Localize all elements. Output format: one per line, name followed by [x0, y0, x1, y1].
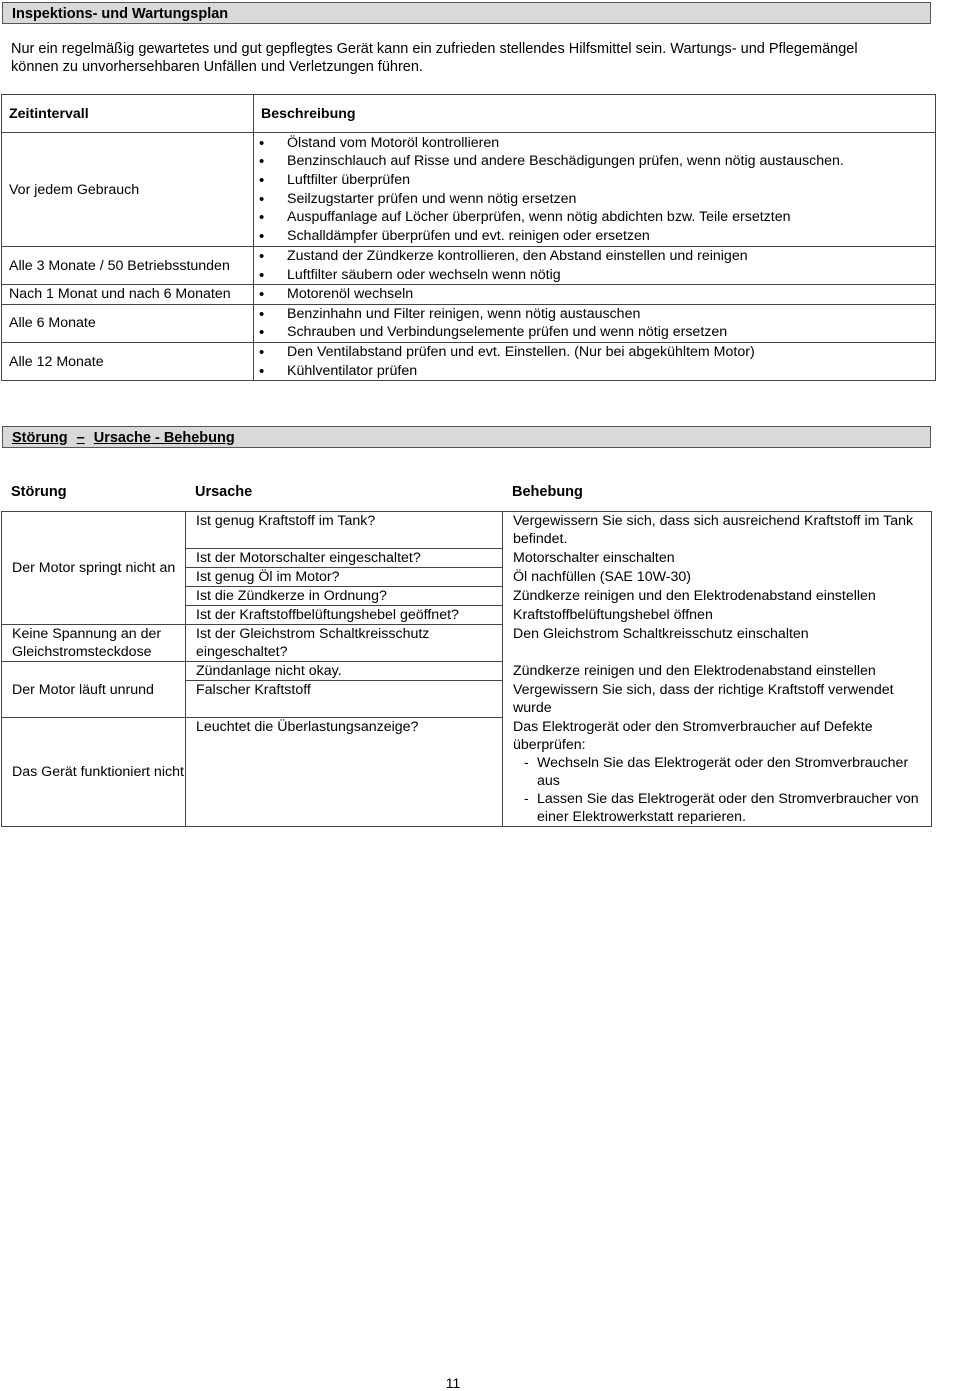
description-cell [254, 342, 936, 380]
task-item: • Auspuffanlage auf Löcher überprüfen, wenn nötig abdichten bzw. Teile ersetzten [254, 208, 935, 227]
interval-cell: Vor jedem Gebrauch [2, 133, 254, 247]
header-interval: Zeitintervall [2, 95, 254, 133]
fault-cell: Der Motor springt nicht an [2, 512, 186, 625]
remedy-cell: Zündkerze reinigen und den Elektrodenabstand einstellen [503, 587, 932, 606]
task-item: • Schrauben und Verbindungselemente prüfen und wenn nötig ersetzen [254, 323, 935, 342]
remedy-cell: Öl nachfüllen (SAE 10W-30) [503, 568, 932, 587]
remedy-cell: Kraftstoffbelüftungshebel öffnen [503, 606, 932, 625]
cause-cell: Zündanlage nicht okay. [186, 662, 503, 681]
intro-paragraph [11, 40, 931, 76]
cause-cell: Ist der Kraftstoffbelüftungshebel geöffnet? [186, 606, 503, 625]
page-number: 11 [445, 1375, 461, 1391]
task-item: • Den Ventilabstand prüfen und evt. Einstellen. (Nur bei abgekühltem Motor) [254, 343, 935, 362]
header-ursache: Ursache [195, 484, 253, 500]
fault-table [1, 511, 932, 827]
maintenance-table [1, 94, 936, 381]
cause-cell: Falscher Kraftstoff [186, 681, 503, 718]
fault-cell: Der Motor läuft unrund [2, 662, 186, 718]
interval-cell: Alle 12 Monate [2, 342, 254, 380]
task-item: • Ölstand vom Motoröl kontrollieren [254, 134, 935, 153]
task-item: • Seilzugstarter prüfen und wenn nötig ersetzen [254, 190, 935, 209]
fault-row [2, 662, 932, 681]
description-cell [254, 304, 936, 342]
task-item: • Schalldämpfer überprüfen und evt. reinigen oder ersetzen [254, 227, 935, 246]
remedy-cell: Motorschalter einschalten [503, 549, 932, 568]
fault-row [2, 718, 932, 827]
intro-line: Nur ein regelmäßig gewartetes und gut gepflegtes Gerät kann ein zufrieden stellendes Hilfsmittel sein. Wartungs- und Pflegemängel [11, 41, 858, 57]
maintenance-section-header [2, 2, 931, 24]
maintenance-section-title: Inspektions- und Wartungsplan [12, 6, 229, 22]
maintenance-row [2, 342, 936, 380]
header-behebung: Behebung [512, 484, 583, 500]
cause-cell: Leuchtet die Überlastungsanzeige? [186, 718, 503, 827]
maintenance-row [2, 247, 936, 285]
task-item: • Kühlventilator prüfen [254, 362, 935, 381]
header-stoerung: Störung [11, 484, 67, 500]
header-description: Beschreibung [254, 95, 936, 133]
fault-section-title-b: Ursache - Behebung [93, 430, 235, 446]
maintenance-header-row [2, 95, 936, 133]
maintenance-row [2, 133, 936, 247]
fault-row [2, 625, 932, 662]
intro-line: können zu unvorhersehbaren Unfällen und Verletzungen führen. [11, 59, 423, 75]
remedy-bullet: - Wechseln Sie das Elektrogerät oder den Stromverbraucher aus [513, 754, 931, 790]
interval-cell: Alle 6 Monate [2, 304, 254, 342]
cause-cell: Ist der Gleichstrom Schaltkreisschutz eingeschaltet? [186, 625, 503, 662]
remedy-cell: Den Gleichstrom Schaltkreisschutz einschalten [503, 625, 932, 662]
remedy-cell: Vergewissern Sie sich, dass der richtige Kraftstoff verwendet wurde [503, 681, 932, 718]
cause-cell: Ist genug Kraftstoff im Tank? [186, 512, 503, 549]
description-cell [254, 247, 936, 285]
cause-cell: Ist die Zündkerze in Ordnung? [186, 587, 503, 606]
remedy-cell: Zündkerze reinigen und den Elektrodenabstand einstellen [503, 662, 932, 681]
fault-section-header [2, 426, 931, 448]
interval-cell: Nach 1 Monat und nach 6 Monaten [2, 285, 254, 305]
task-item: • Benzinhahn und Filter reinigen, wenn nötig austauschen [254, 305, 935, 324]
fault-section-title-dash: – [76, 430, 85, 446]
fault-row [2, 512, 932, 549]
interval-cell: Alle 3 Monate / 50 Betriebsstunden [2, 247, 254, 285]
remedy-bullet: - Lassen Sie das Elektrogerät oder den Stromverbraucher von einer Elektrowerkstatt reparieren. [513, 790, 931, 826]
fault-cell: Keine Spannung an der Gleichstromsteckdose [2, 625, 186, 662]
remedy-cell: Vergewissern Sie sich, dass sich ausreichend Kraftstoff im Tank befindet. [503, 512, 932, 549]
cause-cell: Ist der Motorschalter eingeschaltet? [186, 549, 503, 568]
fault-section-title-a: Störung [12, 430, 68, 446]
fault-cell: Das Gerät funktioniert nicht [2, 718, 186, 827]
remedy-text: Das Elektrogerät oder den Stromverbraucher auf Defekte überprüfen: [513, 718, 873, 753]
task-item: • Luftfilter säubern oder wechseln wenn nötig [254, 266, 935, 285]
cause-cell: Ist genug Öl im Motor? [186, 568, 503, 587]
description-cell [254, 285, 936, 305]
remedy-cell [503, 718, 932, 827]
task-item: • Zustand der Zündkerze kontrollieren, den Abstand einstellen und reinigen [254, 247, 935, 266]
description-cell [254, 133, 936, 247]
maintenance-row [2, 285, 936, 305]
maintenance-row [2, 304, 936, 342]
task-item: • Benzinschlauch auf Risse und andere Beschädigungen prüfen, wenn nötig austauschen. [254, 152, 935, 171]
task-item: • Luftfilter überprüfen [254, 171, 935, 190]
task-item: • Motorenöl wechseln [254, 285, 935, 304]
